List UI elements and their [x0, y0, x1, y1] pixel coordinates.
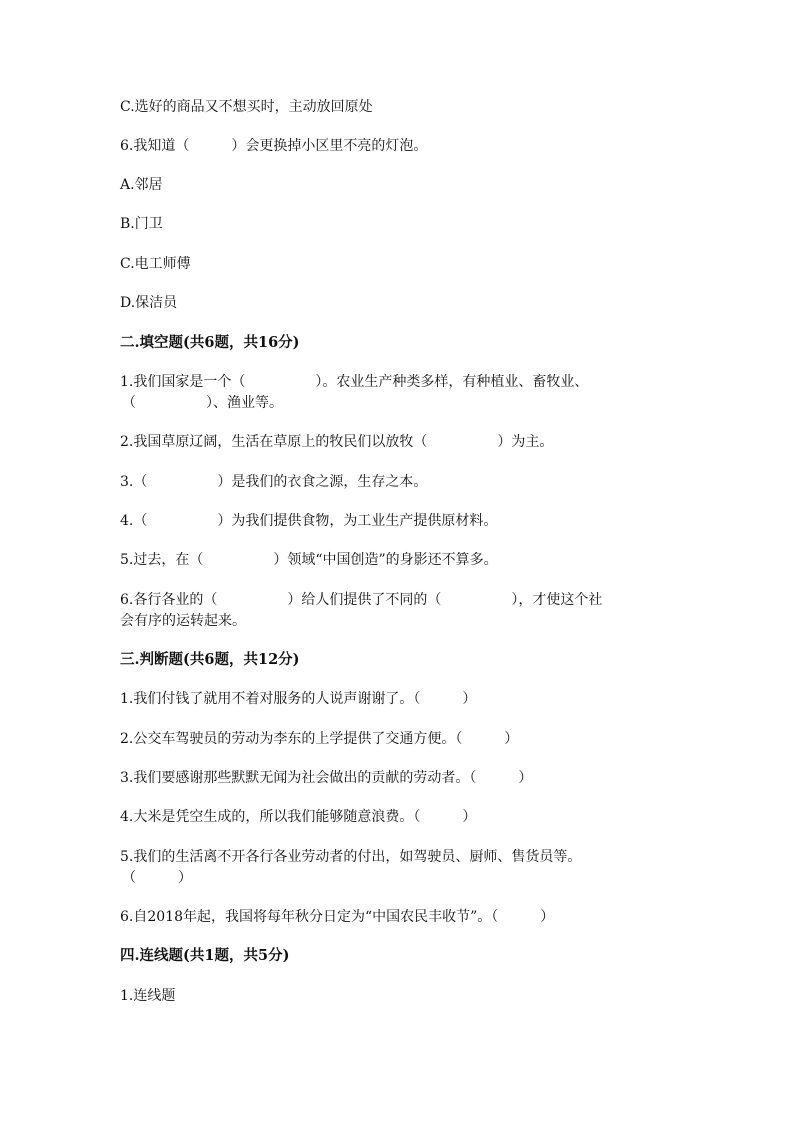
judge-q5-line2: （ ） — [122, 870, 192, 886]
fill-q1-line1: 1.我们国家是一个（ ）。农业生产种类多样，有种植业、畜牧业、 — [120, 374, 589, 390]
fill-q4: 4.（ ）为我们提供食物，为工业生产提供原材料。 — [120, 513, 498, 529]
matching-q1: 1.连线题 — [120, 988, 176, 1004]
section-judge-title: 三.判断题(共6题，共12分) — [120, 651, 300, 668]
fill-q6-line2: 会有序的运转起来。 — [120, 613, 246, 629]
fill-q3: 3.（ ）是我们的衣食之源，生存之本。 — [120, 474, 428, 490]
q6-option-b: B.门卫 — [120, 216, 163, 232]
judge-q6: 6.自2018年起，我国将每年秋分日定为“中国农民丰收节”。（ ） — [120, 909, 555, 925]
q5-option-c: C.选好的商品又不想买时，主动放回原处 — [120, 99, 373, 115]
fill-q2: 2.我国草原辽阔，生活在草原上的牧民们以放牧（ ）为主。 — [120, 434, 554, 450]
section-matching-title: 四.连线题(共1题，共5分) — [120, 947, 290, 964]
section-fill-blank-title: 二.填空题(共6题，共16分) — [120, 334, 300, 351]
q6-option-a: A.邻居 — [120, 177, 163, 193]
judge-q5-line1: 5.我们的生活离不开各行各业劳动者的付出，如驾驶员、厨师、售货员等。 — [120, 849, 582, 865]
q6-stem: 6.我知道（ ）会更换掉小区里不亮的灯泡。 — [120, 138, 428, 154]
judge-q4: 4.大米是凭空生成的，所以我们能够随意浪费。（ ） — [120, 809, 477, 825]
fill-q1-line2: （ ）、渔业等。 — [122, 395, 283, 411]
judge-q1: 1.我们付钱了就用不着对服务的人说声谢谢了。（ ） — [120, 691, 477, 707]
judge-q2: 2.公交车驾驶员的劳动为李东的上学提供了交通方便。（ ） — [120, 731, 519, 747]
judge-q3: 3.我们要感谢那些默默无闻为社会做出的贡献的劳动者。（ ） — [120, 770, 533, 786]
fill-q6-line1: 6.各行各业的（ ）给人们提供了不同的（ ），才使这个社 — [120, 592, 603, 608]
q6-option-d: D.保洁员 — [120, 295, 178, 311]
q6-option-c: C.电工师傅 — [120, 256, 191, 272]
fill-q5: 5.过去，在（ ）领域“中国创造”的身影还不算多。 — [120, 552, 498, 568]
